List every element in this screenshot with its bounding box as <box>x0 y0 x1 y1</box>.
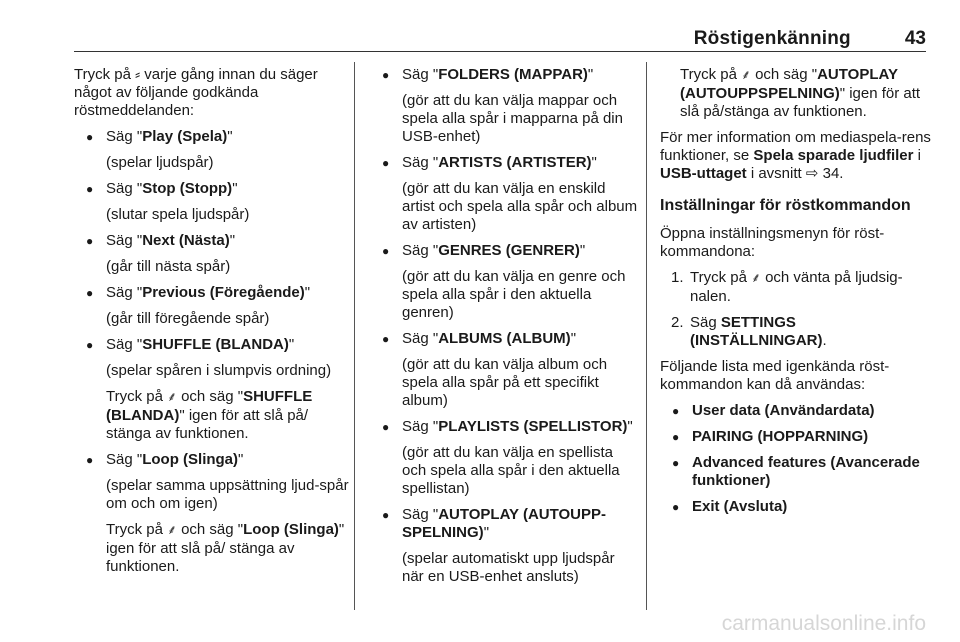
info-text: För mer information om mediaspela-rens funktioner, se Spela sparade ljudfiler i USB-uttaget i avsnitt ⇨ 34. <box>660 129 931 182</box>
list-item: ● Säg "SHUFFLE (BLANDA)" <box>74 336 352 354</box>
list-item: ● Säg "FOLDERS (MAPPAR)" <box>370 66 638 84</box>
option-item: ● Advanced features (Avancerade funktioner) <box>660 454 932 490</box>
list-item: ● Säg "PLAYLISTS (SPELLISTOR)" <box>370 418 638 436</box>
option-item: ● User data (Användardata) <box>660 402 932 420</box>
item-desc: (gör att du kan välja en enskild artist och spela alla spår och album av artisten) <box>402 180 638 233</box>
list-item: ● Säg "Next (Nästa)" <box>74 232 352 250</box>
step-2: 2. Säg SETTINGS (INSTÄLLNINGAR). <box>671 314 827 349</box>
column-1 <box>74 66 352 576</box>
item-note: Tryck på ⸙ och säg "Loop (Slinga)" igen för att slå på/ stänga av funktionen. <box>106 521 345 575</box>
item-desc: (spelar samma uppsättning ljud-spår om och om igen) <box>106 477 349 512</box>
option-item: ● Exit (Avsluta) <box>660 498 932 516</box>
item-desc: (spelar spåren i slumpvis ordning) <box>106 362 332 379</box>
item-desc: (gör att du kan välja mappar och spela alla spår i mapparna på din USB-enhet) <box>402 92 623 145</box>
column-2 <box>370 66 638 586</box>
arrow-ref-icon: ⇨ <box>805 165 819 182</box>
item-desc: (gör att du kan välja en spellista och spela alla spår i den aktuella spellistan) <box>402 444 620 497</box>
option-item: ● PAIRING (HOPPARNING) <box>660 428 932 446</box>
list-item: ● Säg "AUTOPLAY (AUTOUPP-SPELNING)" <box>370 506 638 542</box>
intro-text: Tryck på ⸗ varje gång innan du säger något av följande godkända röstmeddelanden: <box>74 66 318 119</box>
step-1: 1. Tryck på ⸙ och vänta på ljudsig-nalen. <box>671 269 903 305</box>
list-item: ● Säg "Stop (Stopp)" <box>74 180 352 198</box>
item-desc: (gör att du kan välja album och spela alla spår på ett specifikt album) <box>402 356 608 409</box>
list-item: ● Säg "Loop (Slinga)" <box>74 451 352 469</box>
list-item: ● Säg "ARTISTS (ARTISTER)" <box>370 154 638 172</box>
column-divider-2 <box>646 62 647 610</box>
voice-command-icon: ⸙ <box>167 390 177 405</box>
open-text: Öppna inställningsmenyn för röst-kommandona: <box>660 225 885 260</box>
item-note: Tryck på ⸙ och säg "SHUFFLE (BLANDA)" igen för att slå på/ stänga av funktionen. <box>106 388 313 442</box>
voice-command-icon: ⸙ <box>741 68 751 83</box>
page-title: Röstigenkänning <box>693 28 851 49</box>
list-item: ● Säg "ALBUMS (ALBUM)" <box>370 330 638 348</box>
item-desc: (går till föregående spår) <box>106 310 270 327</box>
column-3 <box>660 66 932 516</box>
voice-command-icon: ⸙ <box>751 271 761 286</box>
watermark: carmanualsonline.info <box>721 612 926 635</box>
item-desc: (gör att du kan välja en genre och spela alla spår i den aktuella genren) <box>402 268 626 321</box>
voice-command-icon: ⸙ <box>167 523 177 538</box>
list-item: ● Säg "Previous (Föregående)" <box>74 284 352 302</box>
page-number: 43 <box>904 28 926 49</box>
autoplay-note: Tryck på ⸙ och säg "AUTOPLAY (AUTOUPPSPELNING)" igen för att slå på/stänga av funktionen. <box>680 66 921 120</box>
list-item: ● Säg "GENRES (GENRER)" <box>370 242 638 260</box>
header-rule <box>74 51 926 52</box>
item-desc: (spelar ljudspår) <box>106 154 214 171</box>
page-header <box>74 28 926 50</box>
column-divider-1 <box>354 62 355 610</box>
section-heading: Inställningar för röstkommandon <box>660 197 911 214</box>
item-desc: (går till nästa spår) <box>106 258 231 275</box>
item-desc: (spelar automatiskt upp ljudspår när en USB-enhet ansluts) <box>402 550 615 585</box>
list-intro: Följande lista med igenkända röst-kommandon kan då användas: <box>660 358 890 393</box>
item-desc: (slutar spela ljudspår) <box>106 206 250 223</box>
list-item: ● Säg "Play (Spela)" <box>74 128 352 146</box>
